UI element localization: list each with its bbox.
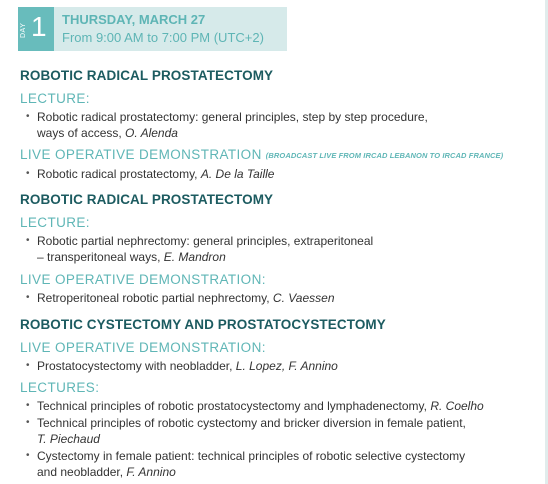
- bullet-icon: •: [26, 360, 30, 371]
- bullet-icon: •: [26, 111, 30, 122]
- lecture-heading: LECTURE:: [20, 91, 90, 106]
- demo-heading: LIVE OPERATIVE DEMONSTRATION:: [20, 340, 266, 355]
- speaker-name: O. Alenda: [125, 126, 178, 140]
- list-item: • Cystectomy in female patient: technical principles of robotic selective cystectomy and neobladder, F. Annino: [26, 449, 466, 479]
- list-item: • Robotic radical prostatectomy, A. De la Taille: [26, 167, 275, 181]
- speaker-name: L. Lopez, F. Annino: [235, 359, 338, 373]
- section-title: ROBOTIC CYSTECTOMY AND PROSTATOCYSTECTOMY: [20, 317, 386, 332]
- list-item: • Technical principles of robotic cystectomy and bricker diversion in female patient, T. Piechaud: [26, 416, 466, 446]
- lecture-heading: LECTURE:: [20, 215, 90, 230]
- speaker-name: R. Coelho: [430, 399, 484, 413]
- demo-heading: LIVE OPERATIVE DEMONSTRATION:: [20, 272, 266, 287]
- bullet-icon: •: [26, 292, 30, 303]
- list-item: • Robotic radical prostatectomy: general principles, step by step procedure, ways of access, O. Alenda: [26, 110, 428, 140]
- bullet-icon: •: [26, 168, 30, 179]
- speaker-name: T. Piechaud: [37, 432, 100, 446]
- bullet-icon: •: [26, 235, 30, 246]
- speaker-name: E. Mandron: [163, 250, 226, 264]
- day-header: [18, 7, 287, 51]
- speaker-name: F. Annino: [126, 465, 176, 479]
- day-word: DAY: [20, 22, 27, 38]
- bullet-icon: •: [26, 400, 30, 411]
- list-item: • Prostatocystectomy with neobladder, L. Lopez, F. Annino: [26, 359, 338, 373]
- bullet-icon: •: [26, 450, 30, 461]
- day-badge: [18, 7, 54, 51]
- demo-heading: LIVE OPERATIVE DEMONSTRATION (BROADCAST LIVE FROM IRCAD LEBANON TO IRCAD FRANCE): [20, 147, 504, 162]
- day-date: THURSDAY, MARCH 27: [62, 12, 206, 27]
- speaker-name: A. De la Taille: [200, 167, 275, 181]
- list-item: • Robotic partial nephrectomy: general principles, extraperitoneal – transperitoneal ways, E. Mandron: [26, 234, 374, 264]
- list-item: • Technical principles of robotic prostatocystectomy and lymphadenectomy, R. Coelho: [26, 399, 484, 413]
- broadcast-note: (BROADCAST LIVE FROM IRCAD LEBANON TO IRCAD FRANCE): [265, 151, 504, 160]
- day-number: 1: [31, 11, 47, 42]
- section-title: ROBOTIC RADICAL PROSTATECTOMY: [20, 192, 274, 207]
- bullet-icon: •: [26, 417, 30, 428]
- speaker-name: C. Vaessen: [272, 291, 335, 305]
- list-item: • Retroperitoneal robotic partial nephrectomy, C. Vaessen: [26, 291, 335, 305]
- section-title: ROBOTIC RADICAL PROSTATECTOMY: [20, 68, 274, 83]
- lectures-heading: LECTURES:: [20, 380, 100, 395]
- day-time: From 9:00 AM to 7:00 PM (UTC+2): [62, 30, 264, 45]
